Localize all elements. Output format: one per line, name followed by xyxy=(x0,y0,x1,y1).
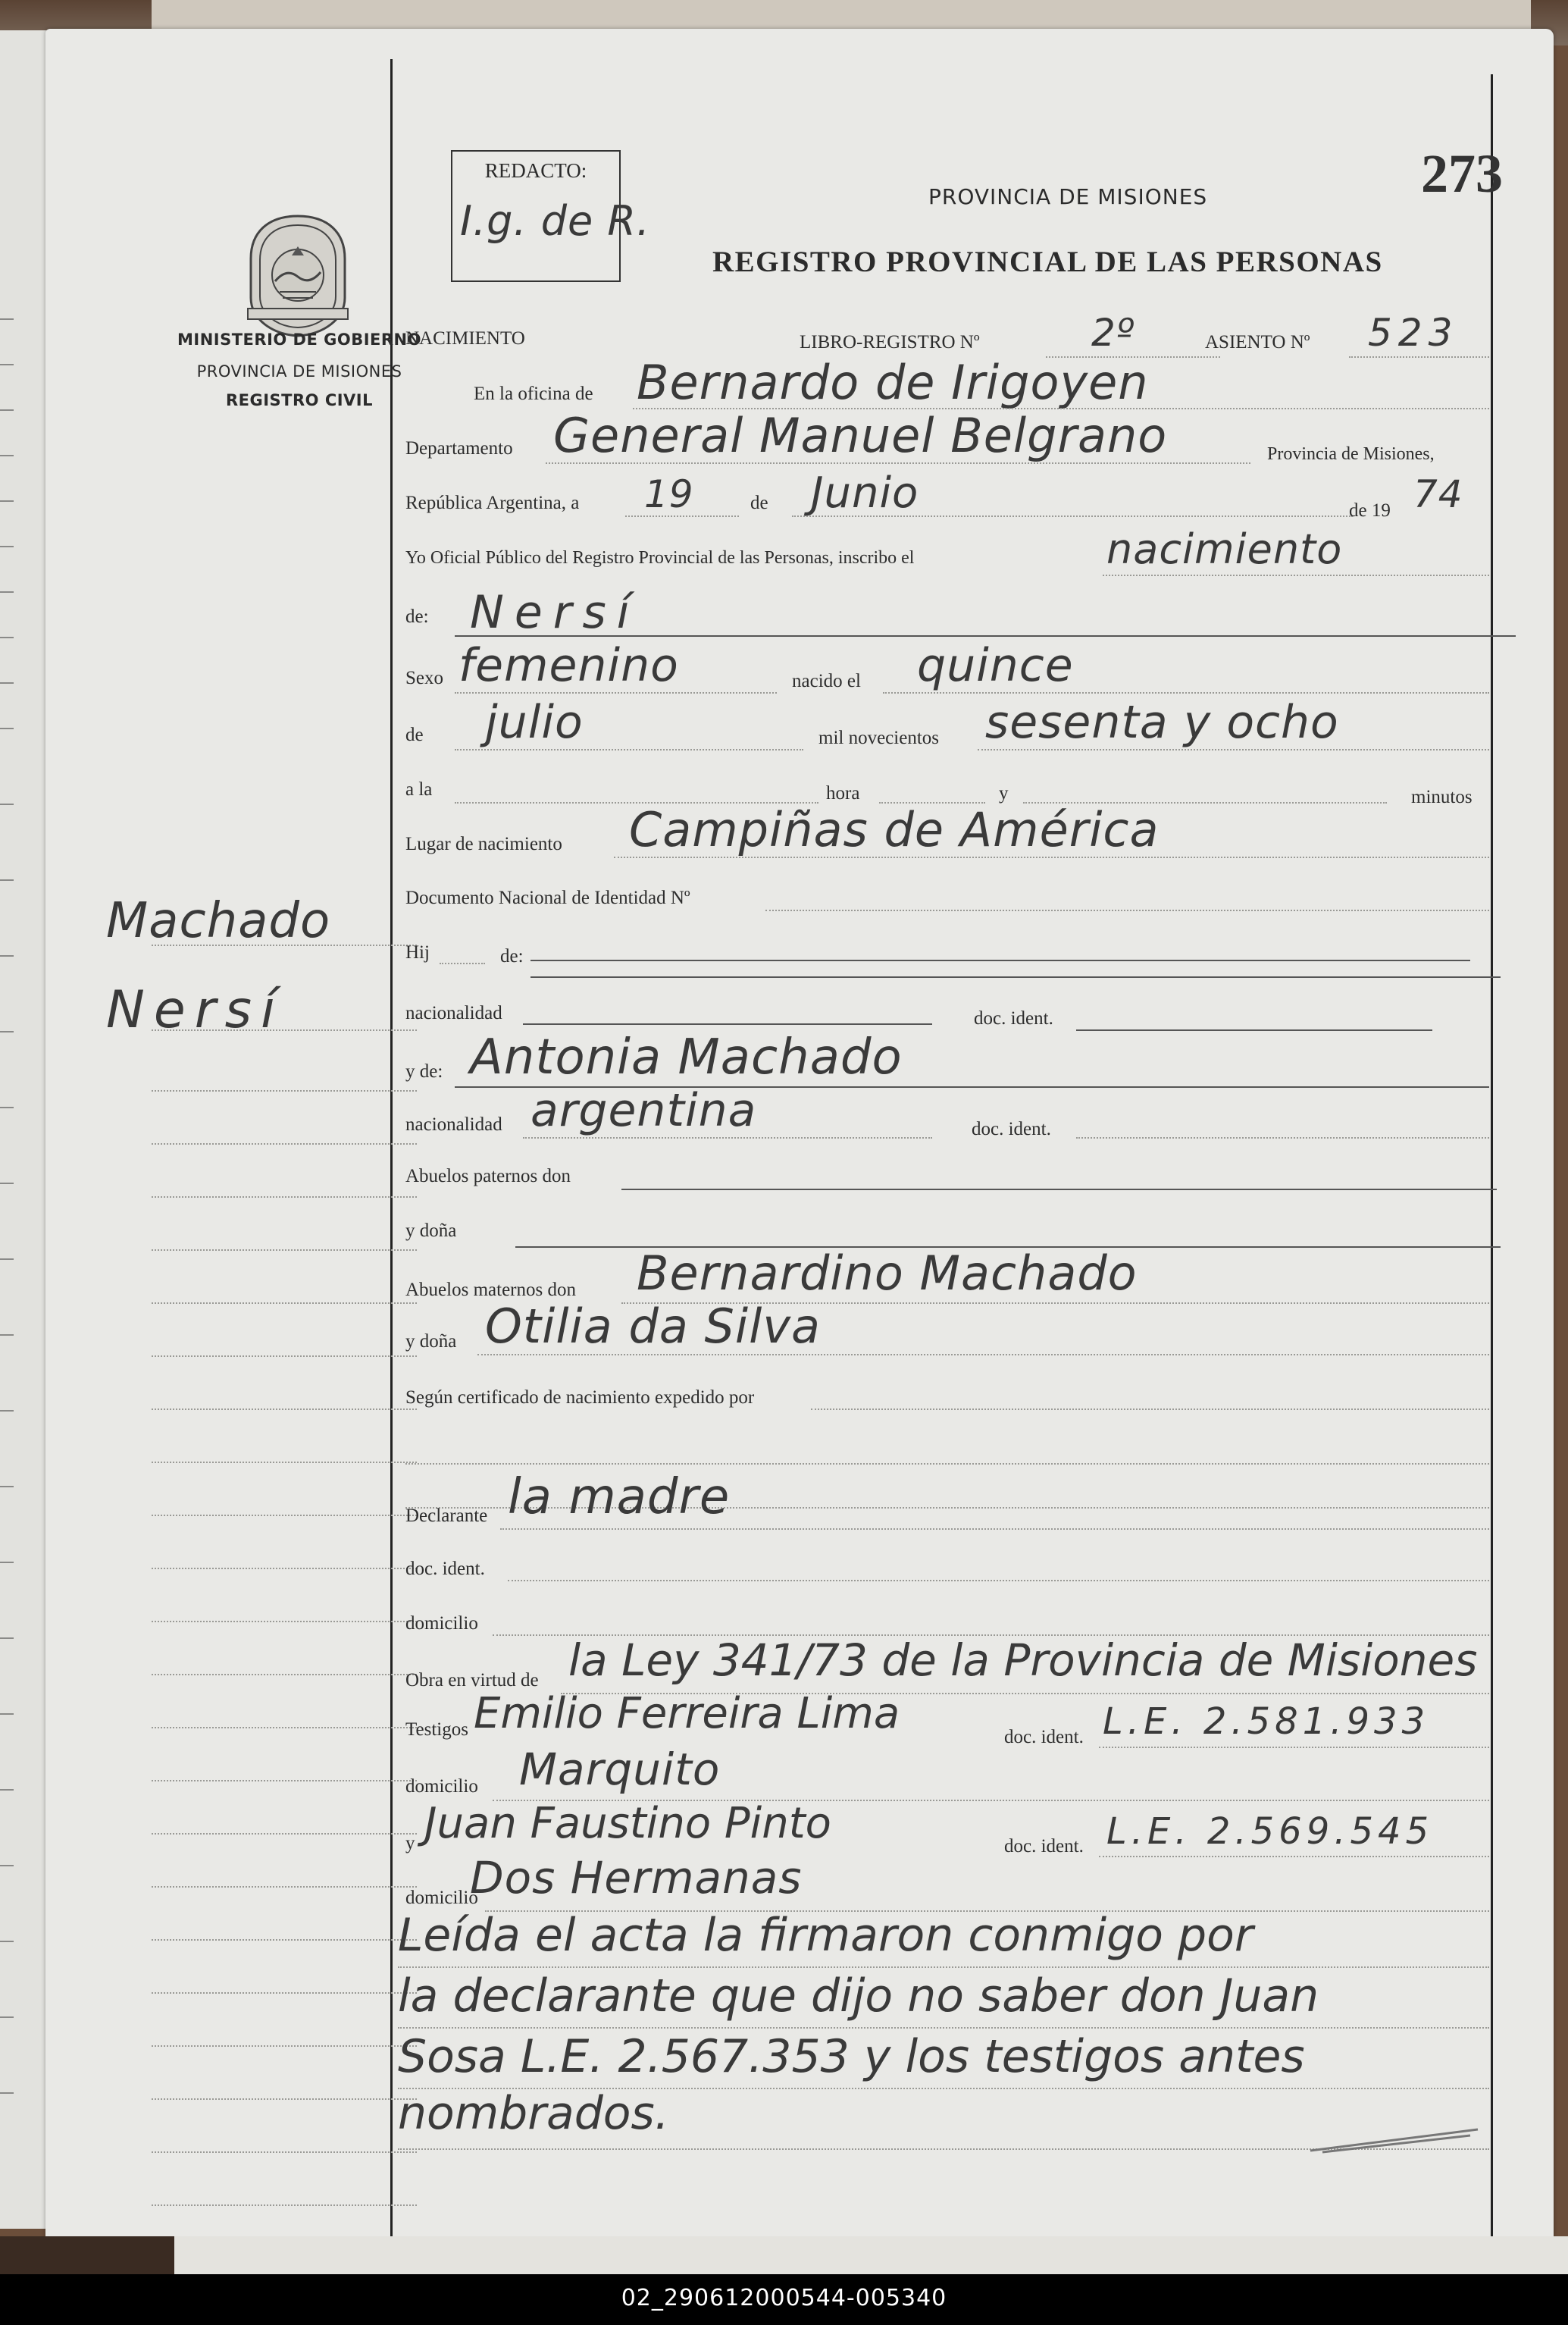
margin-rule xyxy=(152,1886,417,1888)
y-de-label: y de: xyxy=(405,1061,443,1082)
facing-rule xyxy=(0,1410,14,1412)
libro-label: LIBRO-REGISTRO Nº xyxy=(800,332,980,353)
abuelo-mat-value: Bernardino Machado xyxy=(637,1246,1138,1301)
republica-label: República Argentina, a xyxy=(405,493,580,513)
nacimiento-label: NACIMIENTO xyxy=(405,328,525,349)
oficina-value: Bernardo de Irigoyen xyxy=(637,355,1149,410)
redacto-initials: I.g. de R. xyxy=(460,197,651,245)
testigo2-value: Juan Faustino Pinto xyxy=(424,1799,831,1848)
nota-line3: Sosa L.E. 2.567.353 y los testigos antes xyxy=(398,2030,1305,2083)
nacido-rule xyxy=(883,692,1489,694)
hij-label: Hij xyxy=(405,942,430,963)
facing-rule xyxy=(0,1258,14,1260)
margin-rule xyxy=(152,1833,417,1835)
nacionalidad-label: nacionalidad xyxy=(405,1003,502,1023)
segun-rule-2 xyxy=(405,1463,1489,1465)
closing-stroke-icon xyxy=(1307,2125,1482,2155)
nacionalidad2-label: nacionalidad xyxy=(405,1114,502,1135)
doc-ident-label: doc. ident. xyxy=(974,1008,1053,1029)
mes-nac-rule xyxy=(455,749,803,750)
hora-label: hora xyxy=(826,783,860,804)
testigos-label: Testigos xyxy=(405,1719,468,1740)
margin-rule xyxy=(152,2045,417,2047)
margin-rule xyxy=(152,1939,417,1941)
ministry-line3: REGISTRO CIVIL xyxy=(225,391,374,409)
ministry-line2: PROVINCIA DE MISIONES xyxy=(196,362,402,381)
sexo-label: Sexo xyxy=(405,668,443,688)
asiento-rule xyxy=(1349,356,1489,358)
facing-rule xyxy=(0,1865,14,1866)
nota-line4: nombrados. xyxy=(398,2087,669,2140)
lugar-value: Campiñas de América xyxy=(629,802,1160,857)
nacionalidad-rule xyxy=(523,1023,932,1025)
header-registry: REGISTRO PROVINCIAL DE LAS PERSONAS xyxy=(712,246,1383,278)
margin-rule xyxy=(152,1727,417,1728)
margin-rule xyxy=(152,1249,417,1251)
margin-rule xyxy=(152,1462,417,1463)
testigo2-doc-rule xyxy=(1099,1856,1489,1857)
nota-line2: la declarante que dijo no saber don Juan xyxy=(398,1969,1319,2023)
y-dona-label: y doña xyxy=(405,1220,457,1241)
facing-rule xyxy=(0,804,14,805)
departamento-value: General Manuel Belgrano xyxy=(553,408,1168,463)
padre-strike-rule xyxy=(530,976,1501,978)
provincia-label: Provincia de Misiones, xyxy=(1267,444,1435,464)
a-la-label: a la xyxy=(405,779,433,800)
y2-label: y xyxy=(405,1833,415,1853)
testigo2-dom-value: Dos Hermanas xyxy=(470,1852,803,1904)
testigo1-doc-value: L.E. 2.581.933 xyxy=(1103,1700,1430,1743)
margin-rule xyxy=(152,1029,417,1031)
page-number: 273 xyxy=(1421,143,1503,204)
facing-rule xyxy=(0,546,14,547)
hij-rule xyxy=(440,963,485,964)
asiento-value: 523 xyxy=(1368,311,1459,355)
sexo-value: femenino xyxy=(459,639,679,692)
madre-value: Antonia Machado xyxy=(470,1029,903,1086)
testigo1-value: Emilio Ferreira Lima xyxy=(474,1689,900,1738)
nacido-value: quince xyxy=(917,639,1074,692)
libro-value: 2º xyxy=(1091,311,1135,355)
margin-rule xyxy=(152,1143,417,1145)
y-dona2-label: y doña xyxy=(405,1331,457,1352)
facing-rule xyxy=(0,1562,14,1563)
margin-line xyxy=(390,59,393,2242)
segun-label: Según certificado de nacimiento expedido por xyxy=(405,1387,755,1408)
facing-rule xyxy=(0,409,14,411)
departamento-label: Departamento xyxy=(405,438,513,459)
facing-rule xyxy=(0,1789,14,1791)
book-cover-edge xyxy=(152,0,1531,30)
facing-rule xyxy=(0,1031,14,1032)
margin-rule xyxy=(152,1515,417,1516)
facing-rule xyxy=(0,455,14,456)
inscribo-rule xyxy=(1103,575,1489,576)
facing-rule xyxy=(0,2016,14,2018)
mes-rule xyxy=(792,515,1353,517)
mes-nac-value: julio xyxy=(485,696,584,749)
facing-rule xyxy=(0,682,14,684)
testigo1-dom-value: Marquito xyxy=(519,1744,721,1795)
facing-rule xyxy=(0,879,14,881)
obra-value: la Ley 341/73 de la Provincia de Misiones xyxy=(568,1634,1478,1686)
facing-rule xyxy=(0,318,14,320)
nota-line1: Leída el acta la firmaron conmigo por xyxy=(398,1909,1253,1962)
dia-rule xyxy=(625,515,739,517)
domicilio2-label: domicilio xyxy=(405,1776,478,1797)
margin-rule xyxy=(152,2098,417,2100)
oficina-label: En la oficina de xyxy=(474,384,593,404)
mes-value: Junio xyxy=(811,468,919,518)
doc-ident2-label: doc. ident. xyxy=(972,1119,1051,1139)
margin-rule xyxy=(152,2151,417,2153)
margin-rule xyxy=(152,1992,417,1994)
margin-rule xyxy=(152,1408,417,1410)
facing-rule xyxy=(0,1486,14,1487)
margin-rule xyxy=(152,1196,417,1198)
anio-value: 74 xyxy=(1413,472,1463,516)
margin-rule xyxy=(152,1568,417,1569)
facing-rule xyxy=(0,1941,14,1942)
nacionalidad-madre-value: argentina xyxy=(530,1084,757,1137)
registry-page xyxy=(45,29,1554,2242)
caption-bar xyxy=(0,2274,1568,2325)
de-label: de xyxy=(750,493,768,513)
margin-rule xyxy=(152,1621,417,1622)
provincial-seal-icon xyxy=(245,213,351,338)
departamento-rule xyxy=(546,462,1250,464)
margin-given-name: Nersí xyxy=(106,980,284,1040)
dia-value: 19 xyxy=(644,472,694,516)
facing-rule xyxy=(0,1334,14,1336)
redacto-box xyxy=(451,150,651,282)
sexo-rule xyxy=(455,692,777,694)
nota-rule-2 xyxy=(398,2027,1489,2029)
doc-ident3-rule xyxy=(508,1580,1489,1581)
doc-ident-rule xyxy=(1076,1029,1432,1031)
nacido-label: nacido el xyxy=(792,671,861,691)
abuela-mat-value: Otilia da Silva xyxy=(485,1299,822,1354)
image-caption: 02_290612000544-005340 xyxy=(621,2285,947,2311)
dni-rule xyxy=(765,910,1489,911)
header-province: PROVINCIA DE MISIONES xyxy=(928,184,1208,209)
facing-rule xyxy=(0,591,14,593)
abuelos-pat-rule xyxy=(621,1189,1497,1190)
doc-ident4-label: doc. ident. xyxy=(1004,1727,1084,1747)
nombre-value: Nersí xyxy=(470,586,640,639)
abuelos-mat-label: Abuelos maternos don xyxy=(405,1280,576,1300)
margin-rule xyxy=(152,1355,417,1357)
dni-label: Documento Nacional de Identidad Nº xyxy=(405,888,690,908)
oficial-label: Yo Oficial Público del Registro Provincial de las Personas, inscribo el xyxy=(405,548,915,568)
obra-label: Obra en virtud de xyxy=(405,1670,539,1690)
minutos-label: minutos xyxy=(1411,787,1473,807)
testigo2-doc-value: L.E. 2.569.545 xyxy=(1106,1810,1434,1853)
y-label: y xyxy=(999,783,1009,804)
inscribo-value: nacimiento xyxy=(1106,525,1343,573)
nombre-rule xyxy=(455,635,1516,637)
facing-rule xyxy=(0,637,14,638)
de2-label: de xyxy=(405,725,424,745)
segun-rule xyxy=(811,1408,1489,1410)
right-border-line xyxy=(1491,74,1493,2242)
asiento-label: ASIENTO Nº xyxy=(1205,332,1310,353)
nacionalidad-madre-rule xyxy=(523,1137,932,1139)
margin-rule xyxy=(152,2204,417,2206)
anio-nac-value: sesenta y ocho xyxy=(985,696,1339,749)
nota-rule-1 xyxy=(398,1966,1489,1968)
margin-rule xyxy=(152,1090,417,1092)
ministry-line1: MINISTERIO DE GOBIERNO xyxy=(177,331,421,349)
hij-de-label: de: xyxy=(500,946,524,967)
declarante-value: la madre xyxy=(508,1469,731,1525)
margin-rule xyxy=(152,1302,417,1304)
doc-ident2-rule xyxy=(1076,1137,1489,1139)
padre-rule xyxy=(530,960,1470,961)
facing-rule xyxy=(0,500,14,502)
de-colon-label: de: xyxy=(405,606,429,627)
facing-rule xyxy=(0,955,14,957)
lugar-label: Lugar de nacimiento xyxy=(405,834,562,854)
margin-rule xyxy=(152,945,417,946)
margin-rule xyxy=(152,1674,417,1675)
margin-rule xyxy=(152,1780,417,1781)
background-bottom xyxy=(0,2236,1568,2274)
facing-rule xyxy=(0,1637,14,1639)
anio-nac-rule xyxy=(978,749,1489,750)
margin-surname: Machado xyxy=(106,893,331,949)
facing-rule xyxy=(0,1107,14,1108)
de19-label: de 19 xyxy=(1349,500,1391,521)
declarante-rule xyxy=(500,1528,1489,1530)
domicilio3-label: domicilio xyxy=(405,1888,478,1908)
facing-rule xyxy=(0,1713,14,1715)
facing-rule xyxy=(0,728,14,729)
domicilio-label: domicilio xyxy=(405,1613,478,1634)
abuelos-pat-label: Abuelos paternos don xyxy=(405,1166,571,1186)
doc-ident3-label: doc. ident. xyxy=(405,1559,485,1579)
lugar-rule xyxy=(614,857,1489,858)
abuela-mat-rule xyxy=(477,1354,1489,1355)
facing-rule xyxy=(0,2092,14,2094)
testigo1-doc-rule xyxy=(1099,1747,1489,1748)
facing-rule xyxy=(0,1183,14,1184)
redacto-label: REDACTO: xyxy=(484,159,587,182)
facing-rule xyxy=(0,364,14,365)
mil-label: mil novecientos xyxy=(818,728,939,748)
page-stack-edge xyxy=(174,2236,1568,2274)
doc-ident5-label: doc. ident. xyxy=(1004,1836,1084,1857)
declarante-label: Declarante xyxy=(405,1506,488,1526)
